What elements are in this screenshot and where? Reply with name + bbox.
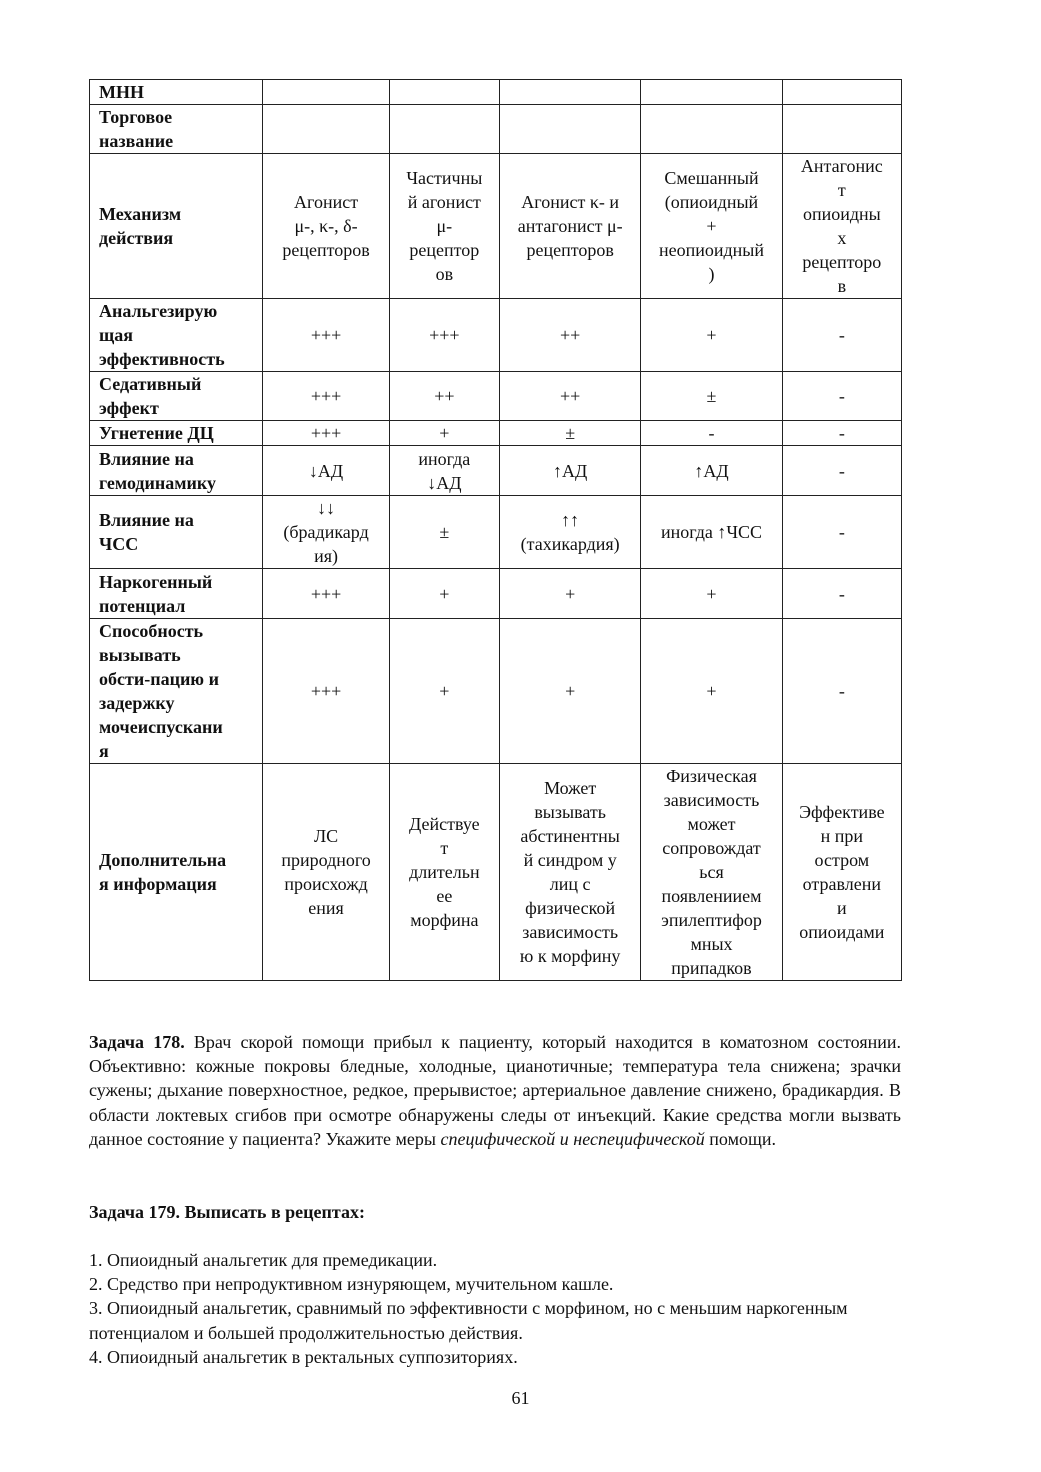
row-header-cell: Торговое название [90,105,263,154]
list-item: 4. Опиоидный анальгетик в ректальных суппозиториях. [89,1346,518,1367]
row-header-cell: Влияние на гемодинамику [90,446,263,496]
table-cell: ЛС природного происхожд ения [263,764,389,981]
table-cell: ↓АД [263,446,389,496]
table-cell: ↓↓ (брадикард ия) [263,496,389,569]
table-cell: иногда ↑ЧСС [641,496,782,569]
task-178-label: Задача 178. [89,1032,185,1052]
table-cell [389,80,499,105]
row-header-cell: Седативный эффект [90,372,263,421]
table-row [90,80,902,105]
table-cell: +++ [389,299,499,372]
table-row [90,154,902,299]
table-cell: - [782,496,901,569]
table-row [90,421,902,446]
list-item: 2. Средство при непродуктивном изнуряющем, мучительном кашле. [89,1274,614,1295]
table-cell: Антагонис т опиоидны х рецепторо в [782,154,901,299]
task-179-heading: Задача 179. Выписать в рецептах: [89,1202,365,1222]
table-cell: ++ [499,372,640,421]
table-cell [389,105,499,154]
table-cell: - [782,372,901,421]
table-cell: ↑АД [641,446,782,496]
table-cell: + [389,619,499,764]
row-header-cell: Способность вызывать обсти-пацию и задержку мочеиспускани я [90,619,263,764]
table-cell [499,105,640,154]
table-cell: - [782,569,901,619]
table-cell: Эффективе н при остром отравлени и опиоидами [782,764,901,981]
task-178-text-end: помощи. [704,1128,776,1149]
table-cell: Агонист κ- и антагонист μ- рецепторов [499,154,640,299]
row-header-cell: Наркогенный потенциал [90,569,263,619]
table-cell: + [389,569,499,619]
table-row [90,446,902,496]
list-item: 3. Опиоидный анальгетик, сравнимый по эффективности с морфином, но с меньшим наркогенным потенциалом и большей продолжительностью действия. [89,1298,848,1343]
row-header-cell: Влияние на ЧСС [90,496,263,569]
table-cell: + [641,619,782,764]
row-header-cell: Анальгезирую щая эффективность [90,299,263,372]
table-row [90,619,902,764]
table-cell: - [782,619,901,764]
table-cell: ± [499,421,640,446]
table-cell: +++ [263,372,389,421]
table-cell: Может вызывать абстинентны й синдром у лиц с физической зависимость ю к морфину [499,764,640,981]
task-178-text: Врач скорой помощи прибыл к пациенту, который находится в коматозном состоянии. Объективно: кожные покровы бледные, холодные, цианотичные; температура тела снижена; зрачки сужены; дыхание поверхностное, редкое, прерывистое; артериальное давление снижено, брадикардия. В области локтевых сгибов при осмотре обнаружены следы от инъекций. Какие средства могли вызвать данное состояние у пациента? Укажите меры [89,1032,901,1149]
table-cell [641,105,782,154]
table-cell: + [499,619,640,764]
table-cell: ± [641,372,782,421]
table-cell: Физическая зависимость может сопровождат ься появлениием эпилептифор мных припадков [641,764,782,981]
table-cell: +++ [263,421,389,446]
row-header-cell: Механизм действия [90,154,263,299]
table-cell: ++ [499,299,640,372]
table-cell: Агонист μ-, κ-, δ- рецепторов [263,154,389,299]
row-header-cell: Угнетение ДЦ [90,421,263,446]
table-row [90,569,902,619]
task-178-italic: специфической и неспецифической [440,1128,705,1149]
table-cell [499,80,640,105]
table-cell: + [641,299,782,372]
table-row [90,496,902,569]
table-row [90,764,902,981]
table-cell [263,105,389,154]
table-cell: + [389,421,499,446]
list-item: 1. Опиоидный анальгетик для премедикации. [89,1250,438,1270]
row-header-cell: МНН [90,80,263,105]
table-cell: +++ [263,619,389,764]
table-cell [782,80,901,105]
table-cell: ± [389,496,499,569]
table-cell: Частичны й агонист μ- рецептор ов [389,154,499,299]
table-cell [641,80,782,105]
table-cell: - [641,421,782,446]
comparison-table [89,79,902,981]
table-cell: ↑АД [499,446,640,496]
table-cell: ↑↑ (тахикардия) [499,496,640,569]
table-cell: Действуе т длительн ее морфина [389,764,499,981]
table-cell: - [782,421,901,446]
task-178 [89,1030,901,1151]
table-cell: Смешанный (опиоидный + неопиоидный ) [641,154,782,299]
task-179-list [89,1248,901,1369]
table-cell [263,80,389,105]
table-cell: - [782,446,901,496]
table-cell: - [782,299,901,372]
page-number: 61 [511,1388,530,1408]
table-row [90,299,902,372]
table-cell: ++ [389,372,499,421]
table-cell: +++ [263,299,389,372]
table-cell: +++ [263,569,389,619]
table-row [90,372,902,421]
row-header-cell: Дополнительна я информация [90,764,263,981]
table-cell: + [499,569,640,619]
table-cell: + [641,569,782,619]
table-cell: иногда ↓АД [389,446,499,496]
table-row [90,105,902,154]
table-cell [782,105,901,154]
